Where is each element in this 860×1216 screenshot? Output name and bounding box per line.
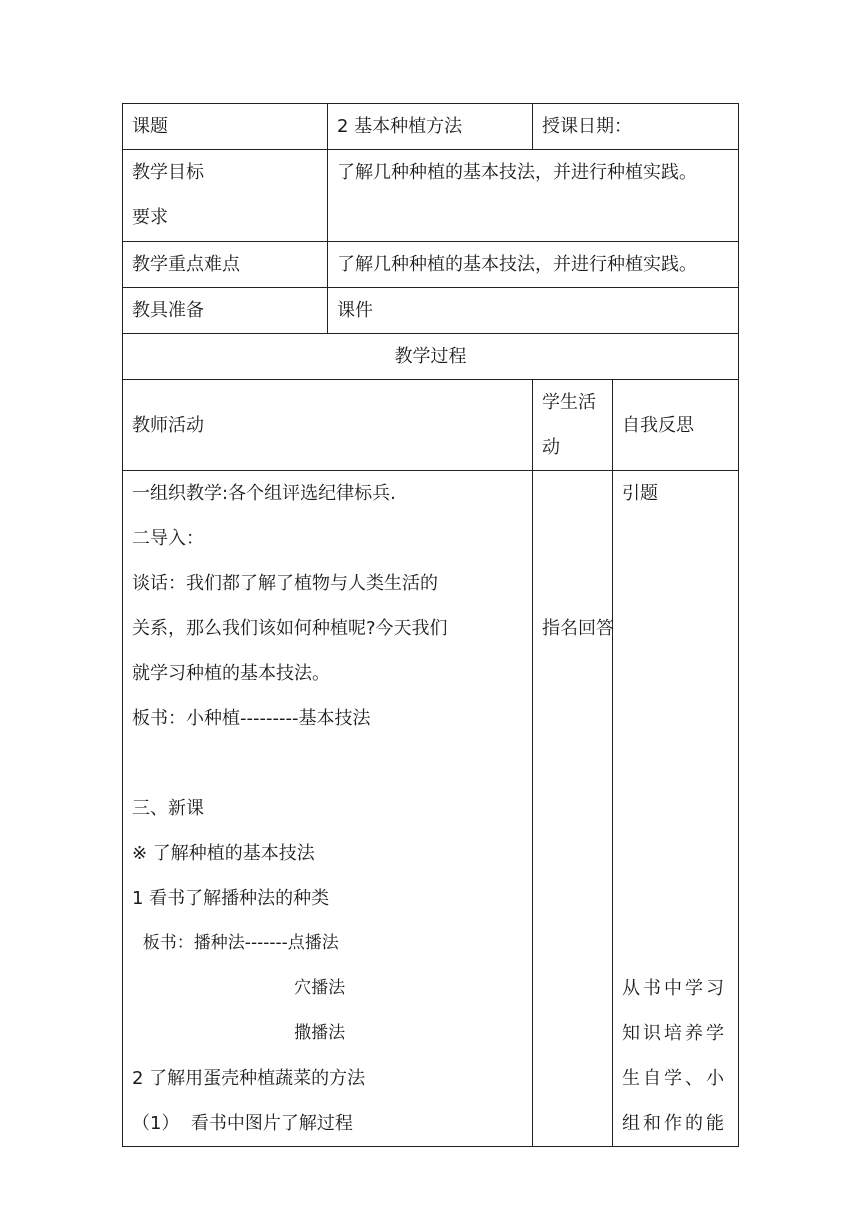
- topic-label: 课题: [123, 104, 328, 150]
- student-activity-cell: [533, 471, 613, 1147]
- teacher-line: 一组织教学:各个组评选纪律标兵.: [132, 483, 396, 504]
- col-teacher-activity: 教师活动: [123, 380, 533, 471]
- reflection-line: 引题: [622, 483, 658, 504]
- materials-value: 课件: [328, 288, 739, 334]
- reflection-cell: [613, 471, 739, 1147]
- teacher-line: 关系，那么我们该如何种植呢?今天我们: [132, 618, 448, 639]
- teacher-line: [132, 741, 523, 786]
- teacher-activity-cell: [123, 471, 533, 1147]
- goals-row: [123, 150, 739, 242]
- teacher-line: 1 看书了解播种法的种类: [132, 888, 330, 909]
- teacher-line: 板书：小种植---------基本技法: [132, 708, 371, 729]
- goals-label-line2: 要求: [132, 207, 168, 228]
- teacher-line: 2 了解用蛋壳种植蔬菜的方法: [132, 1068, 366, 1089]
- student-line: [542, 471, 603, 516]
- reflection-line: [622, 786, 729, 831]
- reflection-line: [622, 831, 729, 876]
- reflection-line: [622, 921, 729, 966]
- goals-label-line1: 教学目标: [132, 162, 204, 183]
- key-points-value: 了解几种种植的基本技法，并进行种植实践。: [328, 242, 739, 288]
- reflection-line: 组和作的能: [622, 1113, 727, 1134]
- col-self-reflection: 自我反思: [613, 380, 739, 471]
- student-line: [542, 561, 603, 606]
- teacher-line: 穴播法: [132, 978, 346, 998]
- lesson-plan-table: [122, 103, 739, 1147]
- process-header-row: [123, 380, 739, 471]
- teacher-line: 板书：播种法-------点播法: [132, 933, 339, 953]
- reflection-line: 知识培养学: [622, 1023, 727, 1044]
- reflection-line: [622, 516, 729, 561]
- teacher-line: 撒播法: [132, 1023, 346, 1043]
- key-points-row: [123, 242, 739, 288]
- process-title: 教学过程: [123, 334, 739, 380]
- teacher-line: ※ 了解种植的基本技法: [132, 843, 315, 864]
- teacher-line: 二导入：: [132, 528, 204, 549]
- process-body-row: [123, 471, 739, 1147]
- topic-value: 2 基本种植方法: [328, 104, 533, 150]
- goals-label-cell: [123, 150, 328, 242]
- teacher-line: 三、新课: [132, 798, 204, 819]
- reflection-line: [622, 561, 729, 606]
- reflection-line: [622, 741, 729, 786]
- materials-row: [123, 288, 739, 334]
- student-line: 指名回答: [542, 618, 614, 639]
- goals-value: 了解几种种植的基本技法，并进行种植实践。: [328, 150, 739, 242]
- key-points-label: 教学重点难点: [123, 242, 328, 288]
- process-title-row: [123, 334, 739, 380]
- student-line: [542, 516, 603, 561]
- reflection-line: [622, 696, 729, 741]
- col-student-activity: 学生活动: [533, 380, 613, 471]
- reflection-line: [622, 876, 729, 921]
- teacher-line: 谈话：我们都了解了植物与人类生活的: [132, 573, 438, 594]
- reflection-line: [622, 606, 729, 651]
- reflection-line: [622, 651, 729, 696]
- teacher-line: （1） 看书中图片了解过程: [132, 1113, 353, 1134]
- topic-row: [123, 104, 739, 150]
- reflection-line: 生自学、小: [622, 1068, 727, 1089]
- reflection-line: 从书中学习: [622, 978, 727, 999]
- date-label: 授课日期：: [533, 104, 739, 150]
- teacher-line: 就学习种植的基本技法。: [132, 663, 330, 684]
- materials-label: 教具准备: [123, 288, 328, 334]
